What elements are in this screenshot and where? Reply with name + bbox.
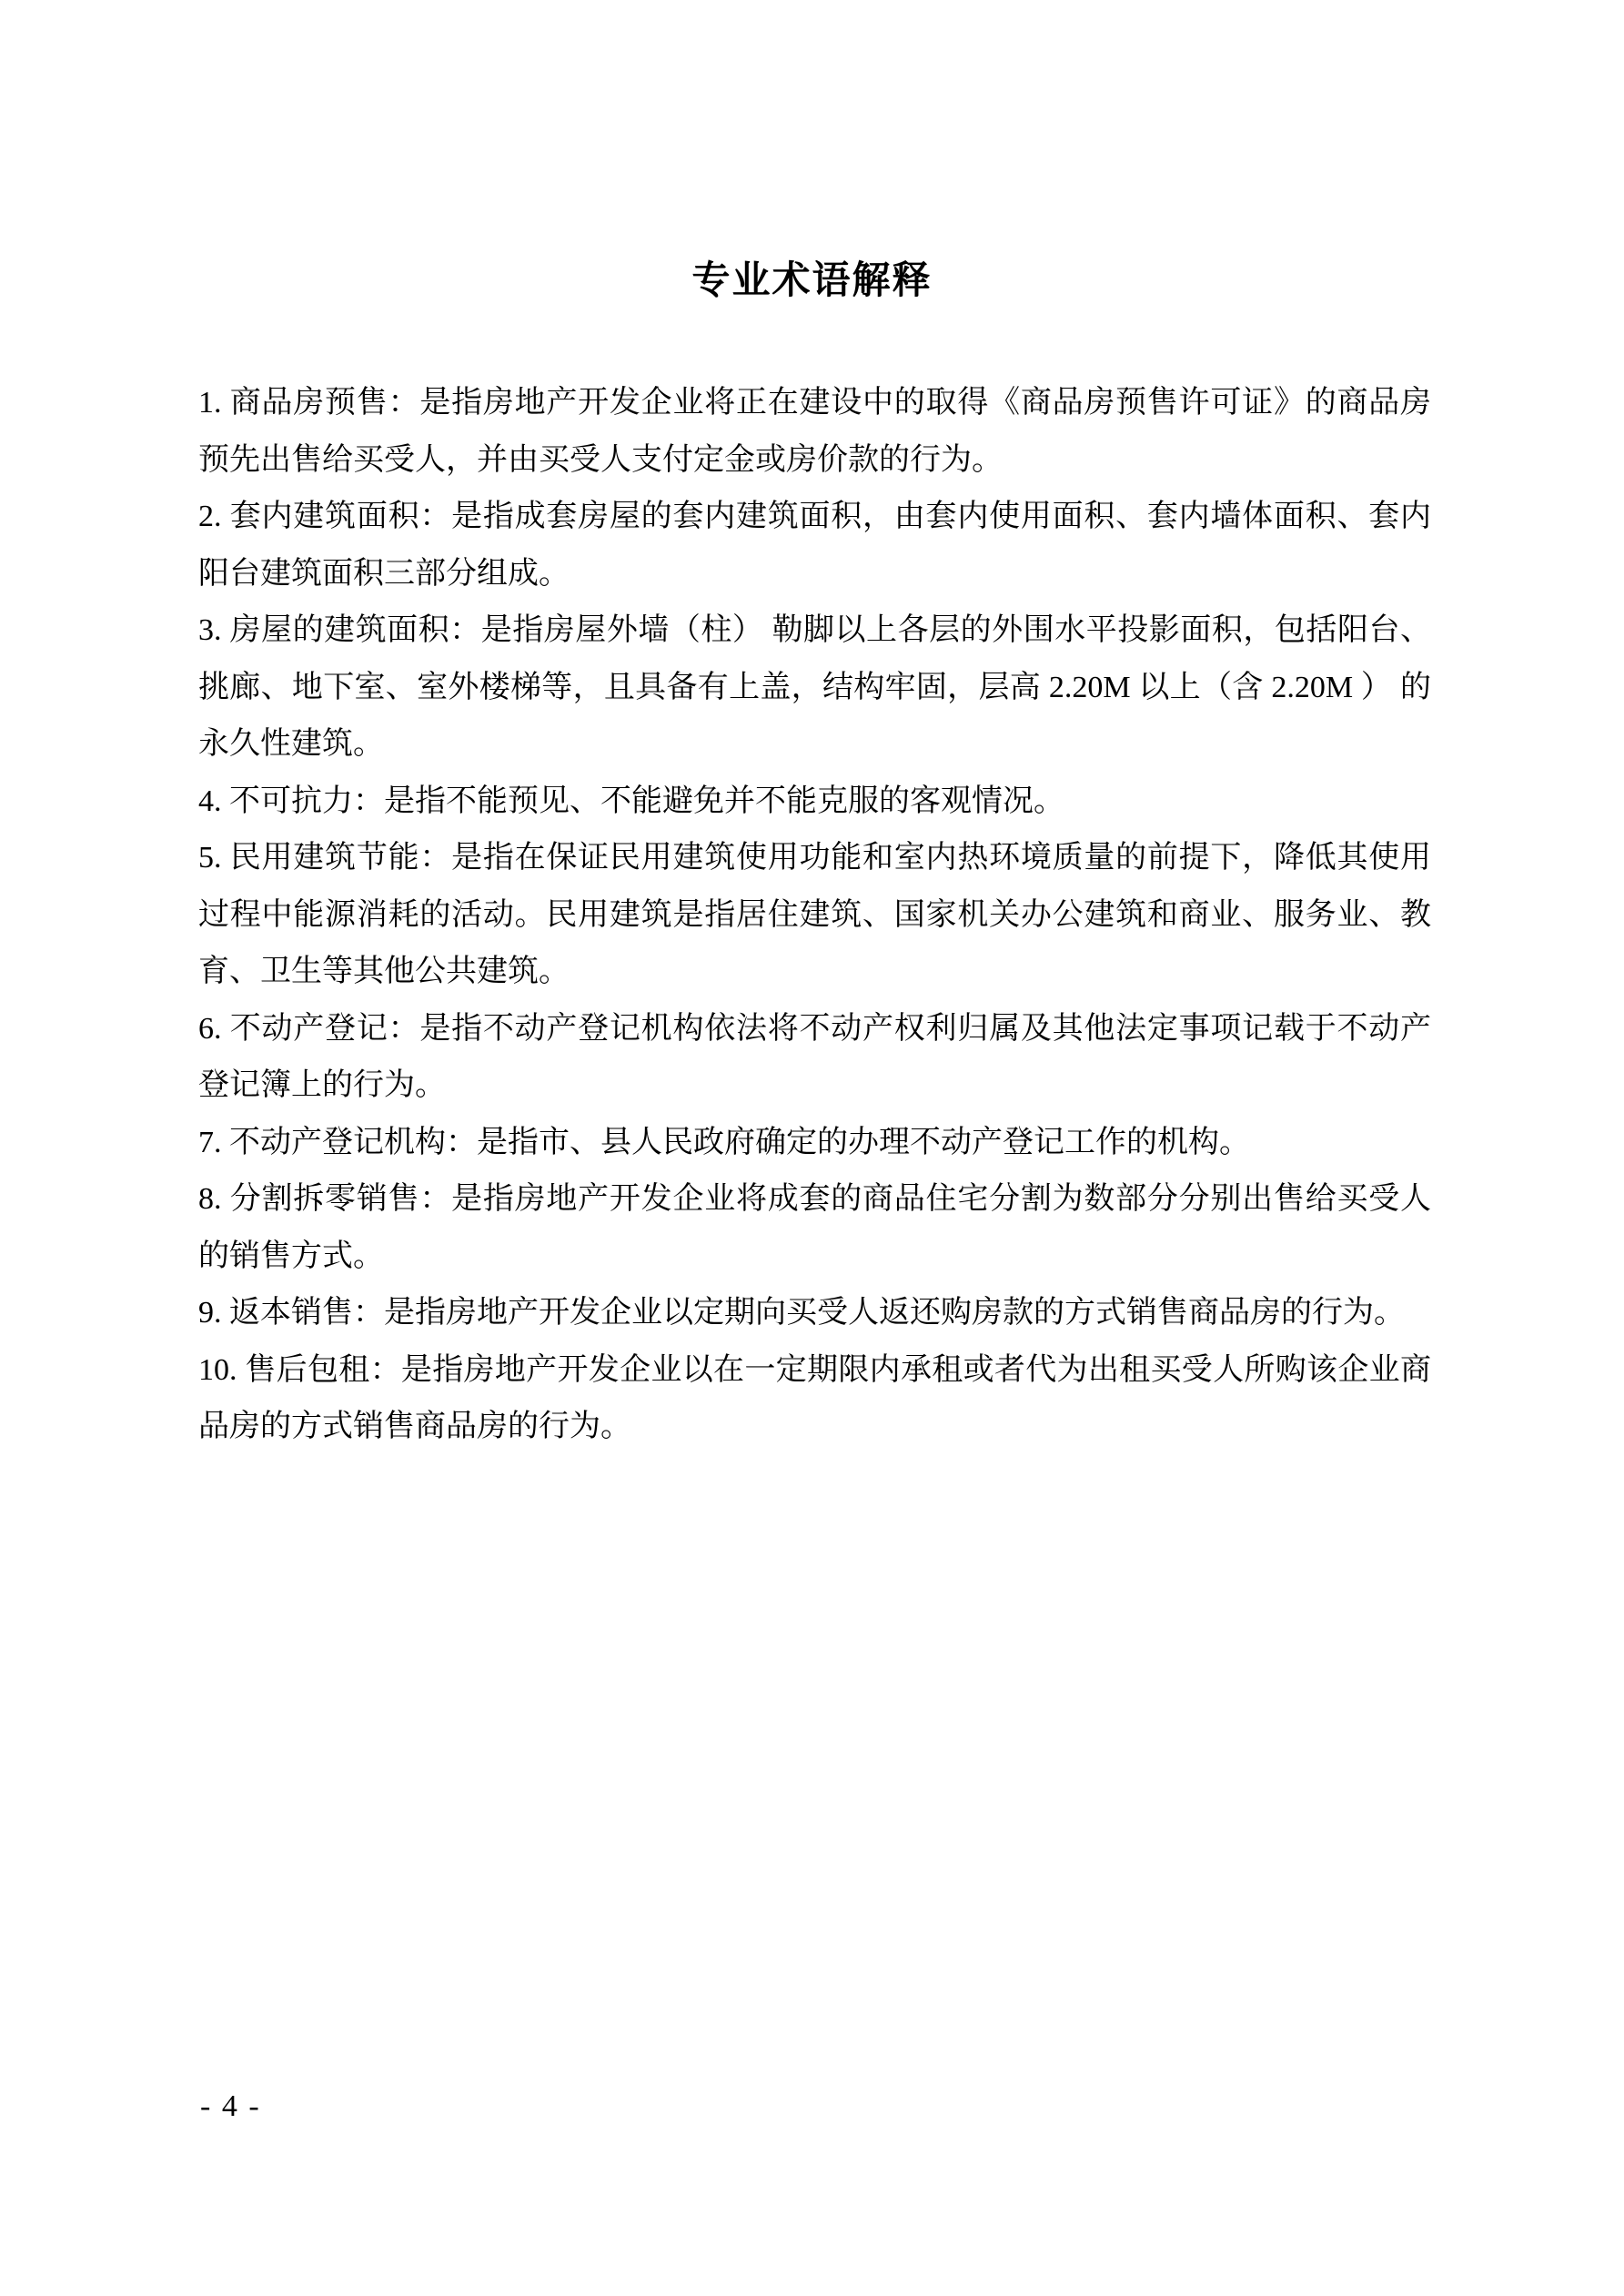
term-paragraph-9: 9. 返本销售：是指房地产开发企业以定期向买受人返还购房款的方式销售商品房的行为。 — [198, 1296, 1405, 1330]
term-paragraph-6: 6. 不动产登记：是指不动产登记机构依法将不动产权利归属及其他法定事项记载于不动产登记簿上的行为。 — [198, 1011, 1431, 1102]
page-title: 专业术语解释 — [691, 258, 933, 301]
page-number: - 4 - — [200, 2089, 261, 2123]
document-body — [198, 375, 1431, 1456]
term-paragraph-2: 2. 套内建筑面积：是指成套房屋的套内建筑面积，由套内使用面积、套内墙体面积、套内阳台建筑面积三部分组成。 — [198, 500, 1431, 591]
term-paragraph-4: 4. 不可抗力：是指不能预见、不能避免并不能克服的客观情况。 — [198, 784, 1064, 818]
term-paragraph-10: 10. 售后包租：是指房地产开发企业以在一定期限内承租或者代为出租买受人所购该企业商品房的方式销售商品房的行为。 — [198, 1352, 1431, 1443]
term-paragraph-8: 8. 分割拆零销售：是指房地产开发企业将成套的商品住宅分割为数部分分别出售给买受人的销售方式。 — [198, 1182, 1431, 1273]
term-paragraph-1: 1. 商品房预售：是指房地产开发企业将正在建设中的取得《商品房预售许可证》的商品房预先出售给买受人，并由买受人支付定金或房价款的行为。 — [198, 386, 1431, 477]
term-paragraph-5: 5. 民用建筑节能：是指在保证民用建筑使用功能和室内热环境质量的前提下，降低其使用过程中能源消耗的活动。民用建筑是指居住建筑、国家机关办公建筑和商业、服务业、教育、卫生等其他公共建筑。 — [198, 841, 1431, 988]
term-paragraph-3: 3. 房屋的建筑面积：是指房屋外墙（柱） 勒脚以上各层的外围水平投影面积，包括阳台、挑廊、地下室、室外楼梯等，且具备有上盖，结构牢固，层高 2.20M 以上（含 2.20M ） 的永久性建筑。 — [198, 613, 1431, 761]
term-paragraph-7: 7. 不动产登记机构：是指市、县人民政府确定的办理不动产登记工作的机构。 — [198, 1125, 1250, 1159]
